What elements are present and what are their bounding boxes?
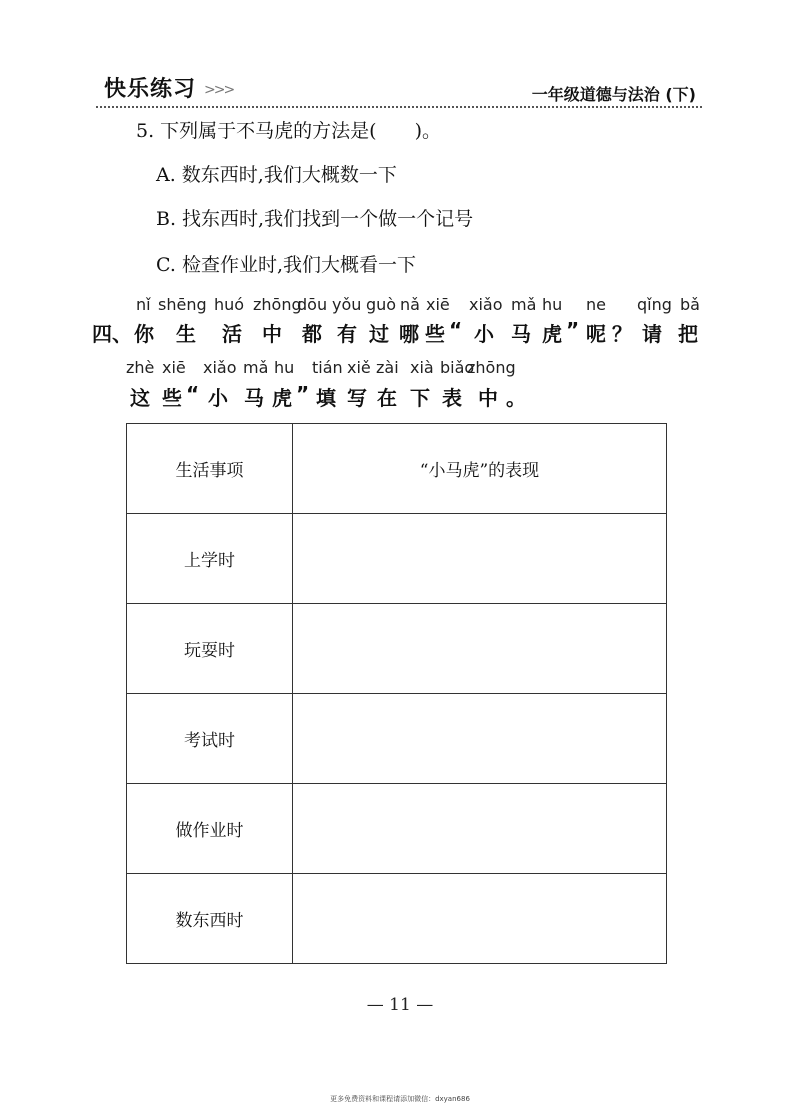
right-quote: ” [566,318,580,342]
page-number: — 11 — [366,995,434,1015]
section-label: 四、 [92,322,132,346]
hanzi: 有 [337,322,357,346]
hanzi: 在 [377,386,397,410]
pinyin: mǎ [243,358,269,377]
pinyin: ne [586,295,606,314]
pinyin: zhōng [253,295,302,314]
hanzi: 你 [134,322,154,346]
period: 。 [506,386,526,410]
hanzi: 生 [176,322,196,346]
pinyin: xià [410,358,434,377]
column-header-item: 生活事项 [127,424,293,514]
hanzi: 小 [474,322,494,346]
option-b: B. 找东西时,我们找到一个做一个记号 [156,208,474,230]
hanzi: 都 [302,322,322,346]
pinyin: xiǎo [469,295,503,314]
hanzi: 表 [442,386,462,410]
brand-title: 快乐练习 [104,77,197,102]
table-row [127,874,667,964]
hanzi: 些 [425,322,445,346]
answer-cell[interactable] [293,784,667,874]
pinyin: xiǎo [203,358,237,377]
hanzi: 马 [244,386,264,410]
row-label: 做作业时 [127,784,293,874]
left-quote: “ [449,318,463,342]
pinyin: nǐ [136,295,151,314]
pinyin: zhōng [467,358,516,377]
row-label: 玩耍时 [127,604,293,694]
column-header-behavior: “小马虎”的表现 [293,424,667,514]
answer-cell[interactable] [293,604,667,694]
hanzi: 呢 [586,322,606,346]
row-label: 数东西时 [127,874,293,964]
answer-cell[interactable] [293,694,667,784]
hanzi: 下 [410,386,430,410]
grade-subject-label: 一年级道德与法治 (下) [531,85,696,104]
pinyin: yǒu [332,295,362,314]
right-quote: ” [296,382,310,406]
page-header [96,62,702,108]
hanzi: 马 [511,322,531,346]
pinyin: shēng [158,295,207,314]
hanzi: 写 [347,386,367,410]
pinyin: zhè [126,358,155,377]
hanzi: 虎 [542,322,562,346]
pinyin: zài [376,358,399,377]
hanzi: 这 [130,386,150,410]
pinyin: hu [542,295,563,314]
table-row [127,784,667,874]
hanzi: 虎 [272,386,292,410]
pinyin: tián [312,358,343,377]
pinyin: mǎ [511,295,537,314]
row-label: 考试时 [127,694,293,784]
hanzi: 哪 [399,322,419,346]
pinyin: xiē [162,358,186,377]
hanzi: 填 [316,386,336,410]
pinyin: hu [274,358,295,377]
pinyin: qǐng [637,295,672,314]
misbehavior-table [126,423,667,964]
pinyin: dōu [297,295,328,314]
hanzi: 小 [208,386,228,410]
table-row [127,694,667,784]
answer-cell[interactable] [293,514,667,604]
table-header-row [127,424,667,514]
hanzi: 些 [162,386,182,410]
pinyin: huó [214,295,245,314]
hanzi: 过 [369,322,389,346]
hanzi: 中 [262,322,282,346]
footer-note: 更多免费资料和课程请添加微信：dxyan686 [330,1095,470,1103]
pinyin: biǎo [440,358,475,377]
hanzi: 中 [478,386,498,410]
table-row [127,514,667,604]
question-mark: ？ [612,322,632,346]
hanzi: 活 [222,322,242,346]
row-label: 上学时 [127,514,293,604]
left-quote: “ [186,382,200,406]
option-c: C. 检查作业时,我们大概看一下 [156,254,416,276]
hanzi: 把 [678,322,698,346]
pinyin: guò [366,295,397,314]
table-row [127,604,667,694]
question-5-stem: 5. 下列属于不马虎的方法是( )。 [136,120,441,142]
hanzi: 请 [642,322,662,346]
chevron-arrows-icon: >>> [204,82,234,98]
answer-cell[interactable] [293,874,667,964]
option-a: A. 数东西时,我们大概数一下 [156,164,397,186]
pinyin: bǎ [680,295,700,314]
pinyin: xiě [347,358,371,377]
pinyin: nǎ [400,295,420,314]
pinyin: xiē [426,295,450,314]
